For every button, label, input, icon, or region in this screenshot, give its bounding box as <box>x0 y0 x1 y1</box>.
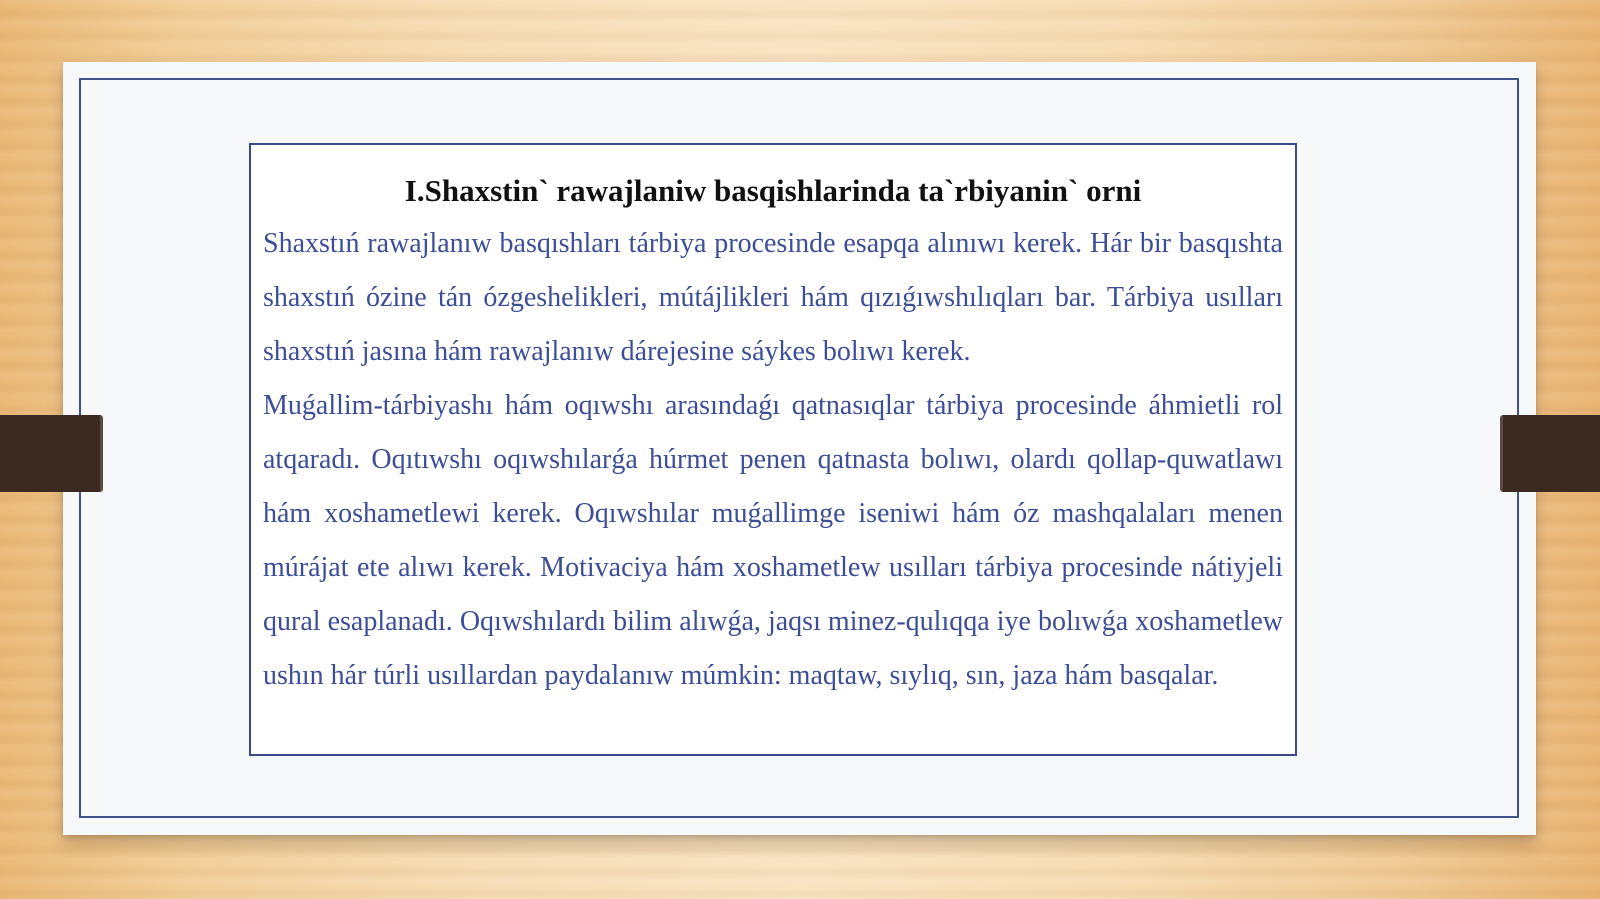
slide-title: I.Shaxstin` rawajlaniw basqishlarinda ta`rbiyanin` orni <box>404 173 1142 208</box>
content-box <box>249 143 1297 756</box>
binder-clip-right <box>1500 415 1600 492</box>
paragraph-1: Shaxstıń rawajlanıw basqıshları tárbiya procesinde esapqa alınıwı kerek. Hár bir basqıshta shaxstıń ózine tán ózgeshelikleri, mútájlikleri hám qızıǵıwshılıqları bar. Tárbiya usılları shaxstıń jasına hám rawajlanıw dárejesine sáykes bolıwı kerek. <box>263 228 1283 367</box>
binder-clip-left <box>0 415 103 492</box>
body-text <box>263 217 1283 703</box>
paragraph-2: Muǵallim-tárbiyashı hám oqıwshı arasındaǵı qatnasıqlar tárbiya procesinde áhmietli rol atqaradı. Oqıtıwshı oqıwshılarǵa húrmet penen qatnasta bolıwı, olardı qollap-quwatlawı hám xoshametlewi kerek. Oqıwshılar muǵallimge iseniwi hám óz mashqalaları menen múrájat ete alıwı kerek. Motivaciya hám xoshametlew usılları tárbiya procesinde nátiyjeli qural esaplanadı. Oqıwshılardı bilim alıwǵa, jaqsı minez-qulıqqa iye bolıwǵa xoshametlew ushın hár túrli usıllardan paydalanıw múmkin: maqtaw, sıylıq, sın, jaza hám basqalar. <box>263 390 1283 691</box>
